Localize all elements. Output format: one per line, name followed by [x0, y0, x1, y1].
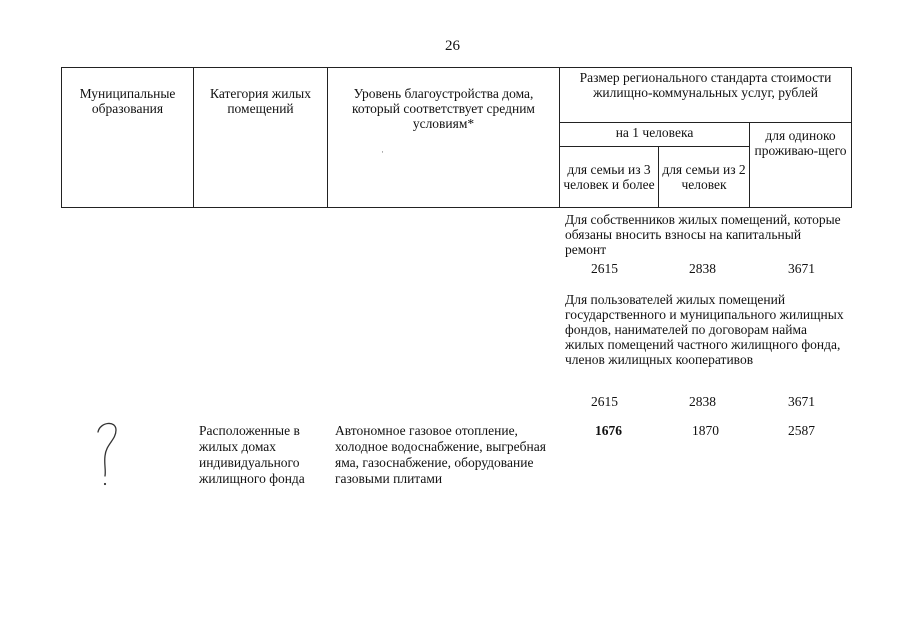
value-users-single: 3671: [788, 394, 815, 409]
header-per-person: на 1 человека: [560, 123, 750, 147]
value-owners-family3: 2615: [591, 261, 618, 276]
value-row-single: 2587: [788, 423, 815, 438]
header-single: для одиноко проживаю-щего: [750, 123, 852, 208]
row-category: Расположенные в жилых домах индивидуального жилищного фонда: [199, 423, 305, 486]
value-owners-single: 3671: [788, 261, 815, 276]
header-category: Категория жилых помещений: [194, 68, 328, 208]
value-owners-family2: 2838: [689, 261, 716, 276]
header-standard-size: Размер регионального стандарта стоимости жилищно-коммунальных услуг, рублей: [560, 68, 852, 123]
header-level: Уровень благоустройства дома, который соответствует средним условиям*: [328, 68, 560, 208]
value-users-family3: 2615: [591, 394, 618, 409]
value-row-family2: 1870: [692, 423, 719, 438]
value-row-family3: 1676: [595, 423, 622, 438]
standard-cost-table-header: [61, 67, 852, 208]
note-users: Для пользователей жилых помещений государственного и муниципального жилищных фондов, нанимателей по договорам найма жилых помещений частного жилищного фонда, членов жилищных кооперативов: [565, 292, 844, 367]
header-municipal: Муниципальные образования: [62, 68, 194, 208]
handwritten-question-mark: [90, 418, 124, 488]
header-family-3: для семьи из 3 человек и более: [560, 147, 659, 208]
page-number: 26: [445, 38, 460, 54]
note-owners: Для собственников жилых помещений, которые обязаны вносить взносы на капитальный ремонт: [565, 212, 841, 257]
value-users-family2: 2838: [689, 394, 716, 409]
row-level: Автономное газовое отопление, холодное водоснабжение, выгребная яма, газоснабжение, оборудование газовыми плитами: [335, 423, 546, 486]
header-family-2: для семьи из 2 человек: [659, 147, 750, 208]
scan-speck: ·: [381, 147, 384, 157]
